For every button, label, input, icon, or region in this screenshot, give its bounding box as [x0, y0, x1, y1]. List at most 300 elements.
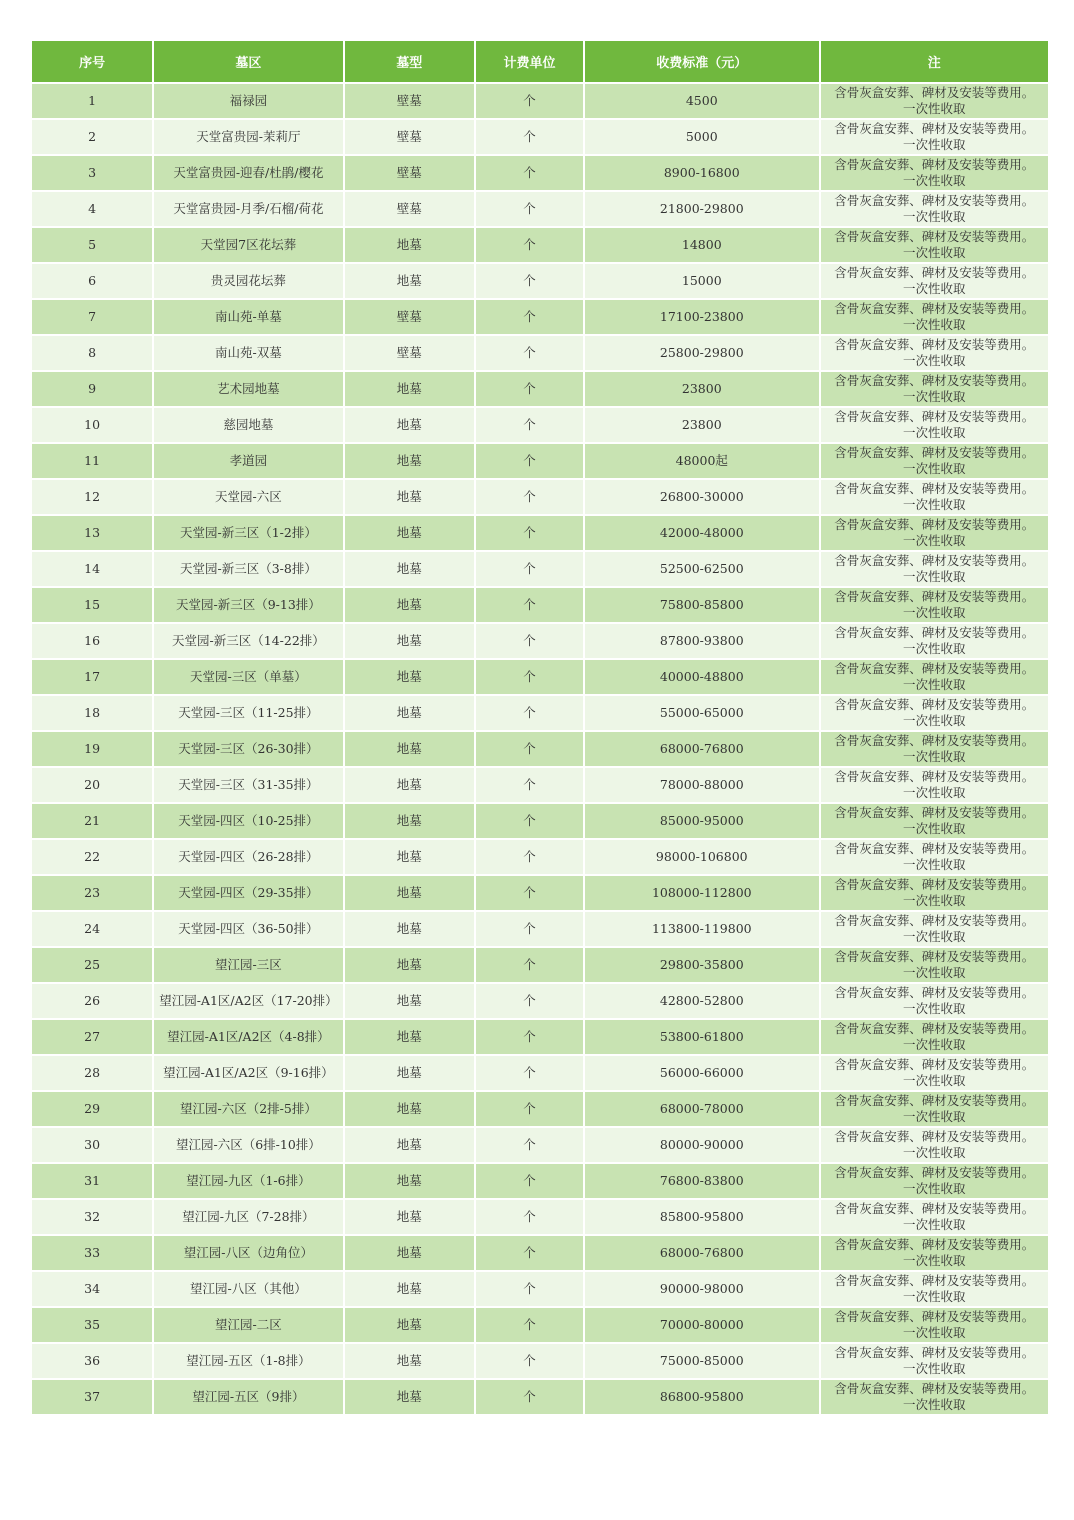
row-note-cell [821, 156, 1049, 190]
row-note-cell [821, 840, 1049, 874]
row-price-cell: 29800-35800 [585, 948, 818, 982]
row-area-cell: 天堂园-四区（29-35排） [154, 876, 342, 910]
row-unit-cell: 个 [476, 1164, 583, 1198]
row-price-cell: 52500-62500 [585, 552, 818, 586]
row-area-cell: 天堂园-三区（11-25排） [154, 696, 342, 730]
row-type-cell: 地墓 [345, 948, 474, 982]
table-row [32, 1236, 1048, 1270]
row-type-cell: 地墓 [345, 516, 474, 550]
row-note-cell [821, 552, 1049, 586]
row-no-cell: 22 [32, 840, 152, 874]
table-row [32, 1200, 1048, 1234]
row-price-cell: 98000-106800 [585, 840, 818, 874]
row-note-cell [821, 1056, 1049, 1090]
table-row [32, 912, 1048, 946]
table-row [32, 552, 1048, 586]
row-type-cell: 壁墓 [345, 300, 474, 334]
row-area-cell: 天堂园7区花坛葬 [154, 228, 342, 262]
note-line-1: 含骨灰盒安葬、碑材及安装等费用。 [834, 121, 1035, 136]
row-price-cell: 15000 [585, 264, 818, 298]
row-type-cell: 地墓 [345, 984, 474, 1018]
row-area-cell: 天堂园-新三区（1-2排） [154, 516, 342, 550]
row-price-cell: 21800-29800 [585, 192, 818, 226]
row-price-cell: 78000-88000 [585, 768, 818, 802]
row-price-cell: 55000-65000 [585, 696, 818, 730]
row-note-cell [821, 1020, 1049, 1054]
row-price-cell: 23800 [585, 408, 818, 442]
row-type-cell: 壁墓 [345, 336, 474, 370]
table-row [32, 120, 1048, 154]
row-price-cell: 26800-30000 [585, 480, 818, 514]
row-area-cell: 望江园-三区 [154, 948, 342, 982]
row-unit-cell: 个 [476, 1128, 583, 1162]
row-no-cell: 28 [32, 1056, 152, 1090]
row-type-cell: 地墓 [345, 1164, 474, 1198]
table-row [32, 984, 1048, 1018]
row-unit-cell: 个 [476, 1308, 583, 1342]
row-note-cell [821, 1308, 1049, 1342]
row-price-cell: 75800-85800 [585, 588, 818, 622]
table-row [32, 264, 1048, 298]
row-note-cell [821, 1344, 1049, 1378]
row-type-cell: 壁墓 [345, 84, 474, 118]
row-type-cell: 地墓 [345, 912, 474, 946]
row-price-cell: 53800-61800 [585, 1020, 818, 1054]
row-unit-cell: 个 [476, 588, 583, 622]
note-line-2: 一次性收取 [902, 173, 966, 188]
row-unit-cell: 个 [476, 984, 583, 1018]
note-line-1: 含骨灰盒安葬、碑材及安装等费用。 [834, 229, 1035, 244]
row-area-cell: 南山苑-双墓 [154, 336, 342, 370]
note-line-2: 一次性收取 [902, 1145, 966, 1160]
row-type-cell: 地墓 [345, 264, 474, 298]
row-price-cell: 14800 [585, 228, 818, 262]
note-line-2: 一次性收取 [902, 1001, 966, 1016]
row-unit-cell: 个 [476, 660, 583, 694]
row-type-cell: 壁墓 [345, 156, 474, 190]
row-type-cell: 地墓 [345, 1020, 474, 1054]
row-price-cell: 108000-112800 [585, 876, 818, 910]
row-type-cell: 地墓 [345, 1128, 474, 1162]
row-type-cell: 地墓 [345, 1308, 474, 1342]
note-line-1: 含骨灰盒安葬、碑材及安装等费用。 [834, 481, 1035, 496]
row-note-cell [821, 228, 1049, 262]
row-no-cell: 30 [32, 1128, 152, 1162]
note-line-2: 一次性收取 [902, 677, 966, 692]
row-note-cell [821, 1128, 1049, 1162]
note-line-1: 含骨灰盒安葬、碑材及安装等费用。 [834, 913, 1035, 928]
table-row [32, 480, 1048, 514]
note-line-1: 含骨灰盒安葬、碑材及安装等费用。 [834, 1165, 1035, 1180]
note-line-1: 含骨灰盒安葬、碑材及安装等费用。 [834, 625, 1035, 640]
row-area-cell: 天堂园-三区（单墓） [154, 660, 342, 694]
row-unit-cell: 个 [476, 264, 583, 298]
note-line-2: 一次性收取 [902, 1397, 966, 1412]
row-unit-cell: 个 [476, 1380, 583, 1414]
row-note-cell [821, 660, 1049, 694]
row-note-cell [821, 264, 1049, 298]
note-line-1: 含骨灰盒安葬、碑材及安装等费用。 [834, 949, 1035, 964]
note-line-1: 含骨灰盒安葬、碑材及安装等费用。 [834, 553, 1035, 568]
row-unit-cell: 个 [476, 624, 583, 658]
row-price-cell: 90000-98000 [585, 1272, 818, 1306]
note-line-2: 一次性收取 [902, 1109, 966, 1124]
row-unit-cell: 个 [476, 84, 583, 118]
row-area-cell: 天堂园-三区（26-30排） [154, 732, 342, 766]
note-line-1: 含骨灰盒安葬、碑材及安装等费用。 [834, 985, 1035, 1000]
note-line-1: 含骨灰盒安葬、碑材及安装等费用。 [834, 157, 1035, 172]
row-price-cell: 85000-95000 [585, 804, 818, 838]
row-no-cell: 2 [32, 120, 152, 154]
row-price-cell: 40000-48800 [585, 660, 818, 694]
row-type-cell: 地墓 [345, 372, 474, 406]
row-unit-cell: 个 [476, 1344, 583, 1378]
note-line-2: 一次性收取 [902, 353, 966, 368]
header-price: 收费标准（元） [585, 41, 818, 82]
note-line-2: 一次性收取 [902, 137, 966, 152]
row-area-cell: 慈园地墓 [154, 408, 342, 442]
row-price-cell: 42800-52800 [585, 984, 818, 1018]
row-area-cell: 望江园-五区（9排） [154, 1380, 342, 1414]
table-row [32, 336, 1048, 370]
row-price-cell: 48000起 [585, 444, 818, 478]
row-type-cell: 地墓 [345, 660, 474, 694]
row-type-cell: 地墓 [345, 624, 474, 658]
row-note-cell [821, 804, 1049, 838]
table-row [32, 1272, 1048, 1306]
row-note-cell [821, 1200, 1049, 1234]
row-note-cell [821, 444, 1049, 478]
row-area-cell: 艺术园地墓 [154, 372, 342, 406]
row-price-cell: 42000-48000 [585, 516, 818, 550]
row-note-cell [821, 516, 1049, 550]
note-line-2: 一次性收取 [902, 461, 966, 476]
row-no-cell: 7 [32, 300, 152, 334]
row-price-cell: 56000-66000 [585, 1056, 818, 1090]
table-row [32, 1020, 1048, 1054]
row-area-cell: 天堂园-四区（10-25排） [154, 804, 342, 838]
note-line-1: 含骨灰盒安葬、碑材及安装等费用。 [834, 265, 1035, 280]
row-area-cell: 望江园-九区（7-28排） [154, 1200, 342, 1234]
row-price-cell: 17100-23800 [585, 300, 818, 334]
note-line-2: 一次性收取 [902, 1181, 966, 1196]
note-line-1: 含骨灰盒安葬、碑材及安装等费用。 [834, 85, 1035, 100]
row-unit-cell: 个 [476, 336, 583, 370]
row-unit-cell: 个 [476, 912, 583, 946]
note-line-1: 含骨灰盒安葬、碑材及安装等费用。 [834, 301, 1035, 316]
row-no-cell: 3 [32, 156, 152, 190]
header-unit: 计费单位 [476, 41, 583, 82]
row-no-cell: 35 [32, 1308, 152, 1342]
row-unit-cell: 个 [476, 696, 583, 730]
row-type-cell: 地墓 [345, 1056, 474, 1090]
row-unit-cell: 个 [476, 372, 583, 406]
row-no-cell: 18 [32, 696, 152, 730]
table-body [32, 84, 1048, 1414]
note-line-1: 含骨灰盒安葬、碑材及安装等费用。 [834, 805, 1035, 820]
row-no-cell: 16 [32, 624, 152, 658]
row-area-cell: 天堂园-新三区（9-13排） [154, 588, 342, 622]
row-type-cell: 地墓 [345, 804, 474, 838]
table-row [32, 1308, 1048, 1342]
row-note-cell [821, 1164, 1049, 1198]
row-no-cell: 34 [32, 1272, 152, 1306]
note-line-2: 一次性收取 [902, 101, 966, 116]
header-area: 墓区 [154, 41, 342, 82]
row-unit-cell: 个 [476, 1272, 583, 1306]
row-unit-cell: 个 [476, 480, 583, 514]
note-line-1: 含骨灰盒安葬、碑材及安装等费用。 [834, 1201, 1035, 1216]
table-row [32, 768, 1048, 802]
row-unit-cell: 个 [476, 1056, 583, 1090]
table-row [32, 624, 1048, 658]
table-row [32, 660, 1048, 694]
note-line-1: 含骨灰盒安葬、碑材及安装等费用。 [834, 841, 1035, 856]
row-price-cell: 5000 [585, 120, 818, 154]
table-header-row [32, 41, 1048, 82]
row-note-cell [821, 336, 1049, 370]
row-no-cell: 17 [32, 660, 152, 694]
row-price-cell: 8900-16800 [585, 156, 818, 190]
note-line-1: 含骨灰盒安葬、碑材及安装等费用。 [834, 1381, 1035, 1396]
row-unit-cell: 个 [476, 120, 583, 154]
table-row [32, 84, 1048, 118]
row-price-cell: 4500 [585, 84, 818, 118]
note-line-2: 一次性收取 [902, 389, 966, 404]
row-note-cell [821, 372, 1049, 406]
row-area-cell: 望江园-A1区/A2区（17-20排） [154, 984, 342, 1018]
row-price-cell: 86800-95800 [585, 1380, 818, 1414]
row-type-cell: 地墓 [345, 768, 474, 802]
row-note-cell [821, 624, 1049, 658]
row-no-cell: 31 [32, 1164, 152, 1198]
note-line-2: 一次性收取 [902, 713, 966, 728]
fee-table-container [32, 41, 1050, 1416]
note-line-2: 一次性收取 [902, 641, 966, 656]
note-line-1: 含骨灰盒安葬、碑材及安装等费用。 [834, 697, 1035, 712]
table-row [32, 696, 1048, 730]
header-no: 序号 [32, 41, 152, 82]
table-row [32, 1380, 1048, 1414]
row-price-cell: 70000-80000 [585, 1308, 818, 1342]
row-unit-cell: 个 [476, 156, 583, 190]
row-note-cell [821, 768, 1049, 802]
table-row [32, 408, 1048, 442]
row-note-cell [821, 948, 1049, 982]
note-line-1: 含骨灰盒安葬、碑材及安装等费用。 [834, 373, 1035, 388]
note-line-2: 一次性收取 [902, 533, 966, 548]
note-line-2: 一次性收取 [902, 1073, 966, 1088]
row-area-cell: 天堂园-四区（36-50排） [154, 912, 342, 946]
row-no-cell: 24 [32, 912, 152, 946]
row-area-cell: 望江园-六区（6排-10排） [154, 1128, 342, 1162]
note-line-2: 一次性收取 [902, 821, 966, 836]
note-line-2: 一次性收取 [902, 425, 966, 440]
row-price-cell: 23800 [585, 372, 818, 406]
row-no-cell: 27 [32, 1020, 152, 1054]
row-area-cell: 望江园-六区（2排-5排） [154, 1092, 342, 1126]
note-line-2: 一次性收取 [902, 1361, 966, 1376]
row-price-cell: 76800-83800 [585, 1164, 818, 1198]
row-note-cell [821, 300, 1049, 334]
row-area-cell: 望江园-八区（边角位） [154, 1236, 342, 1270]
row-unit-cell: 个 [476, 444, 583, 478]
header-note: 注 [821, 41, 1049, 82]
row-type-cell: 地墓 [345, 552, 474, 586]
row-price-cell: 87800-93800 [585, 624, 818, 658]
row-note-cell [821, 84, 1049, 118]
note-line-2: 一次性收取 [902, 965, 966, 980]
row-type-cell: 地墓 [345, 1236, 474, 1270]
row-area-cell: 望江园-五区（1-8排） [154, 1344, 342, 1378]
row-no-cell: 29 [32, 1092, 152, 1126]
row-price-cell: 68000-78000 [585, 1092, 818, 1126]
fee-table [30, 39, 1050, 1416]
row-price-cell: 68000-76800 [585, 1236, 818, 1270]
row-area-cell: 天堂富贵园-迎春/杜鹃/樱花 [154, 156, 342, 190]
table-row [32, 156, 1048, 190]
row-type-cell: 地墓 [345, 408, 474, 442]
note-line-2: 一次性收取 [902, 569, 966, 584]
note-line-1: 含骨灰盒安葬、碑材及安装等费用。 [834, 1273, 1035, 1288]
note-line-2: 一次性收取 [902, 1217, 966, 1232]
row-no-cell: 5 [32, 228, 152, 262]
note-line-2: 一次性收取 [902, 785, 966, 800]
row-price-cell: 25800-29800 [585, 336, 818, 370]
row-no-cell: 36 [32, 1344, 152, 1378]
row-price-cell: 68000-76800 [585, 732, 818, 766]
row-area-cell: 南山苑-单墓 [154, 300, 342, 334]
row-type-cell: 地墓 [345, 732, 474, 766]
note-line-2: 一次性收取 [902, 1325, 966, 1340]
row-unit-cell: 个 [476, 1236, 583, 1270]
row-area-cell: 福禄园 [154, 84, 342, 118]
row-type-cell: 地墓 [345, 696, 474, 730]
note-line-2: 一次性收取 [902, 605, 966, 620]
row-no-cell: 20 [32, 768, 152, 802]
row-unit-cell: 个 [476, 228, 583, 262]
row-no-cell: 4 [32, 192, 152, 226]
table-row [32, 1128, 1048, 1162]
row-type-cell: 地墓 [345, 1380, 474, 1414]
row-type-cell: 地墓 [345, 876, 474, 910]
note-line-1: 含骨灰盒安葬、碑材及安装等费用。 [834, 1057, 1035, 1072]
note-line-2: 一次性收取 [902, 497, 966, 512]
row-area-cell: 望江园-A1区/A2区（4-8排） [154, 1020, 342, 1054]
row-type-cell: 地墓 [345, 588, 474, 622]
row-note-cell [821, 696, 1049, 730]
note-line-1: 含骨灰盒安葬、碑材及安装等费用。 [834, 1345, 1035, 1360]
row-note-cell [821, 1380, 1049, 1414]
note-line-1: 含骨灰盒安葬、碑材及安装等费用。 [834, 589, 1035, 604]
note-line-1: 含骨灰盒安葬、碑材及安装等费用。 [834, 1309, 1035, 1324]
row-no-cell: 13 [32, 516, 152, 550]
row-area-cell: 天堂园-新三区（14-22排） [154, 624, 342, 658]
row-area-cell: 天堂富贵园-茉莉厅 [154, 120, 342, 154]
row-area-cell: 天堂园-四区（26-28排） [154, 840, 342, 874]
row-no-cell: 1 [32, 84, 152, 118]
row-unit-cell: 个 [476, 1092, 583, 1126]
row-unit-cell: 个 [476, 732, 583, 766]
note-line-2: 一次性收取 [902, 209, 966, 224]
row-no-cell: 11 [32, 444, 152, 478]
row-note-cell [821, 480, 1049, 514]
row-no-cell: 10 [32, 408, 152, 442]
table-row [32, 228, 1048, 262]
table-row [32, 876, 1048, 910]
row-unit-cell: 个 [476, 552, 583, 586]
row-no-cell: 33 [32, 1236, 152, 1270]
row-note-cell [821, 1272, 1049, 1306]
table-row [32, 444, 1048, 478]
note-line-2: 一次性收取 [902, 929, 966, 944]
row-note-cell [821, 732, 1049, 766]
note-line-1: 含骨灰盒安葬、碑材及安装等费用。 [834, 1237, 1035, 1252]
row-type-cell: 壁墓 [345, 192, 474, 226]
row-note-cell [821, 192, 1049, 226]
row-unit-cell: 个 [476, 408, 583, 442]
note-line-1: 含骨灰盒安葬、碑材及安装等费用。 [834, 517, 1035, 532]
header-type: 墓型 [345, 41, 474, 82]
row-no-cell: 12 [32, 480, 152, 514]
table-row [32, 732, 1048, 766]
row-area-cell: 天堂园-三区（31-35排） [154, 768, 342, 802]
row-type-cell: 地墓 [345, 480, 474, 514]
note-line-1: 含骨灰盒安葬、碑材及安装等费用。 [834, 877, 1035, 892]
note-line-2: 一次性收取 [902, 857, 966, 872]
row-area-cell: 望江园-八区（其他） [154, 1272, 342, 1306]
row-unit-cell: 个 [476, 948, 583, 982]
row-note-cell [821, 912, 1049, 946]
row-note-cell [821, 120, 1049, 154]
note-line-1: 含骨灰盒安葬、碑材及安装等费用。 [834, 409, 1035, 424]
row-price-cell: 85800-95800 [585, 1200, 818, 1234]
table-row [32, 1164, 1048, 1198]
row-note-cell [821, 876, 1049, 910]
row-type-cell: 地墓 [345, 1344, 474, 1378]
row-area-cell: 天堂园-六区 [154, 480, 342, 514]
note-line-1: 含骨灰盒安葬、碑材及安装等费用。 [834, 1021, 1035, 1036]
row-type-cell: 地墓 [345, 228, 474, 262]
note-line-1: 含骨灰盒安葬、碑材及安装等费用。 [834, 1093, 1035, 1108]
row-no-cell: 26 [32, 984, 152, 1018]
row-price-cell: 75000-85000 [585, 1344, 818, 1378]
row-price-cell: 113800-119800 [585, 912, 818, 946]
note-line-1: 含骨灰盒安葬、碑材及安装等费用。 [834, 337, 1035, 352]
row-no-cell: 32 [32, 1200, 152, 1234]
row-no-cell: 8 [32, 336, 152, 370]
row-unit-cell: 个 [476, 840, 583, 874]
row-type-cell: 地墓 [345, 840, 474, 874]
row-area-cell: 贵灵园花坛葬 [154, 264, 342, 298]
note-line-1: 含骨灰盒安葬、碑材及安装等费用。 [834, 445, 1035, 460]
table-row [32, 1092, 1048, 1126]
row-area-cell: 天堂园-新三区（3-8排） [154, 552, 342, 586]
note-line-2: 一次性收取 [902, 1037, 966, 1052]
note-line-1: 含骨灰盒安葬、碑材及安装等费用。 [834, 661, 1035, 676]
row-unit-cell: 个 [476, 1020, 583, 1054]
row-unit-cell: 个 [476, 192, 583, 226]
row-no-cell: 15 [32, 588, 152, 622]
table-row [32, 840, 1048, 874]
row-area-cell: 孝道园 [154, 444, 342, 478]
note-line-1: 含骨灰盒安葬、碑材及安装等费用。 [834, 193, 1035, 208]
row-no-cell: 9 [32, 372, 152, 406]
row-unit-cell: 个 [476, 804, 583, 838]
row-no-cell: 21 [32, 804, 152, 838]
note-line-1: 含骨灰盒安葬、碑材及安装等费用。 [834, 1129, 1035, 1144]
row-unit-cell: 个 [476, 768, 583, 802]
